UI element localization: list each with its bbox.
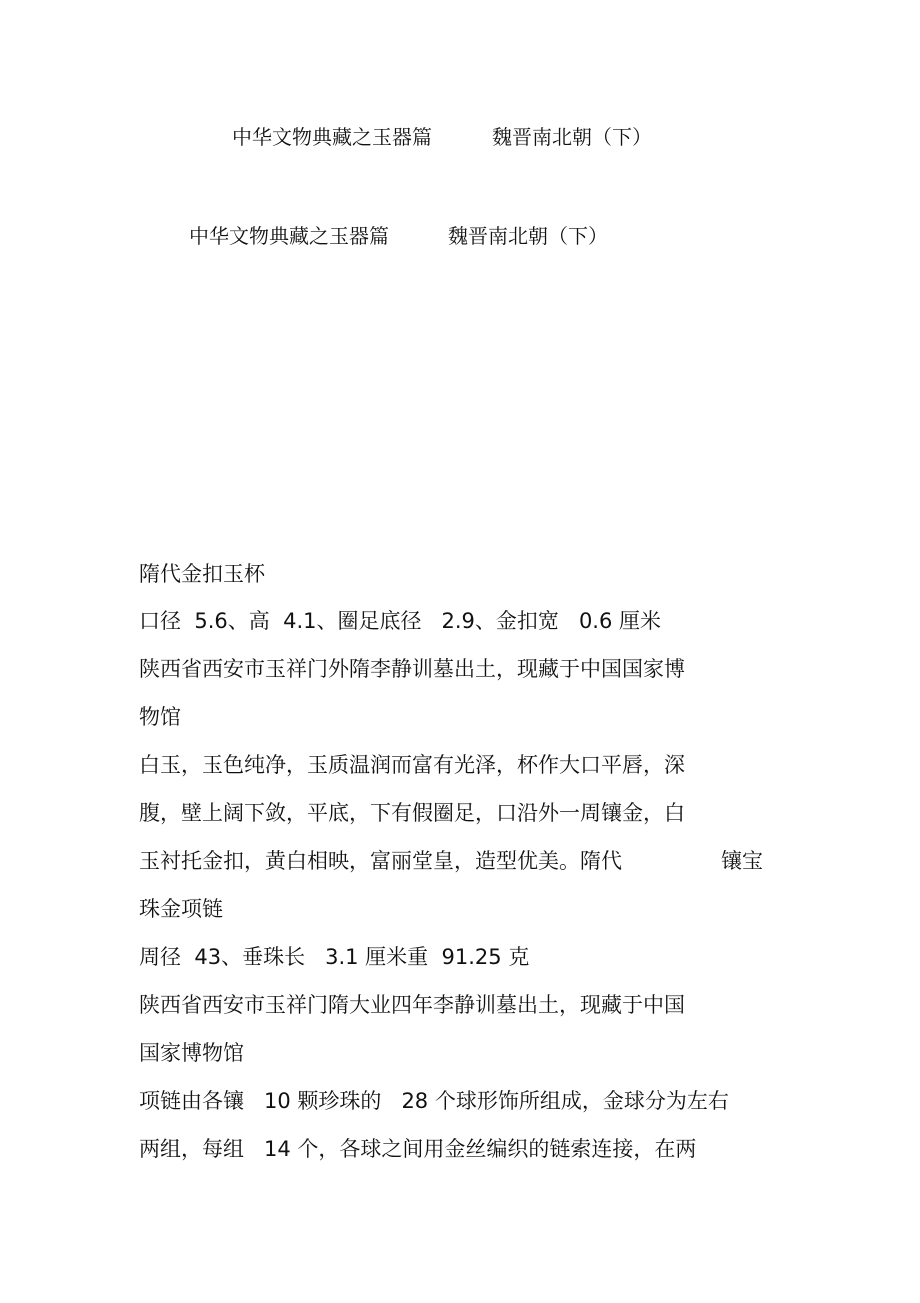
title-left-2: 中华文物典藏之玉器篇	[189, 224, 389, 248]
body-line-8: 珠金项链	[139, 897, 223, 921]
body-line-2: 口径 5.6、高 4.1、圈足底径 2.9、金扣宽 0.6 厘米	[139, 609, 662, 633]
title-right-1: 魏晋南北朝（下）	[492, 125, 652, 149]
title-left-1: 中华文物典藏之玉器篇	[232, 125, 432, 149]
body-line-7-tail: 镶宝	[721, 849, 763, 873]
body-line-11: 国家博物馆	[139, 1041, 244, 1065]
title-right-2: 魏晋南北朝（下）	[448, 224, 608, 248]
body-line-13: 两组，每组 14 个，各球之间用金丝编织的链索连接，在两	[139, 1137, 697, 1161]
body-line-6: 腹，壁上阔下敛，平底，下有假圈足，口沿外一周镶金，白	[139, 801, 685, 825]
body-line-10: 陕西省西安市玉祥门隋大业四年李静训墓出土，现藏于中国	[139, 993, 685, 1017]
body-line-3: 陕西省西安市玉祥门外隋李静训墓出土，现藏于中国国家博	[139, 657, 685, 681]
body-line-4: 物馆	[139, 705, 181, 729]
body-line-9: 周径 43、垂珠长 3.1 厘米重 91.25 克	[139, 945, 530, 969]
body-line-7: 玉衬托金扣，黄白相映，富丽堂皇，造型优美。隋代	[139, 849, 622, 873]
body-line-5: 白玉，玉色纯净，玉质温润而富有光泽，杯作大口平唇，深	[139, 753, 685, 777]
body-line-1: 隋代金扣玉杯	[139, 562, 265, 586]
body-line-12: 项链由各镶 10 颗珍珠的 28 个球形饰所组成，金球分为左右	[139, 1089, 729, 1113]
